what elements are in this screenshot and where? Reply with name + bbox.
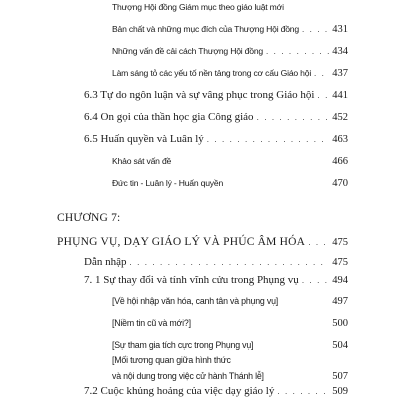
toc-entry-title: 6.3 Tự do ngôn luận và sự vâng phục trong Giáo hội — [84, 89, 315, 101]
toc-entry — [112, 156, 348, 167]
toc-entry-title: [Về hội nhập văn hóa, canh tân và phụng vụ] — [112, 296, 279, 306]
toc-entry-page: 437 — [332, 68, 348, 79]
toc-entry-title: và nội dung trong việc cử hành Thánh lễ] — [112, 371, 264, 381]
toc-entry-title: 6.5 Huấn quyền và Luân lý — [84, 133, 204, 145]
toc-entry — [112, 2, 348, 12]
toc-entry-page: 497 — [332, 296, 348, 307]
toc-entry-page: 431 — [332, 24, 348, 35]
chapter-label: CHƯƠNG 7: — [57, 212, 121, 224]
toc-entry — [112, 296, 348, 307]
toc-entry — [112, 178, 348, 189]
toc-entry — [112, 24, 348, 35]
toc-entry — [84, 89, 348, 101]
toc-entry-title: [Mối tương quan giữa hình thức — [112, 355, 231, 365]
toc-entry-title: Những vấn đề cải cách Thượng Hội đồng — [112, 46, 263, 56]
toc-entry-title: Thượng Hội đồng Giám mục theo giáo luật mới — [112, 2, 284, 12]
toc-entry-page: 463 — [332, 134, 348, 145]
toc-entry-title: Đức tin - Luân lý - Huấn quyền — [112, 178, 224, 188]
toc-entry — [84, 111, 348, 123]
toc-entry — [112, 318, 348, 329]
toc-entry-page: 475 — [332, 257, 348, 268]
toc-entry — [84, 274, 348, 286]
toc-entry — [112, 68, 348, 79]
toc-entry-title: Làm sáng tỏ các yếu tố nền tảng trong cơ cấu Giáo hội — [112, 68, 312, 78]
toc-entry-title: Khảo sát vấn đề — [112, 156, 172, 166]
toc-entry — [112, 355, 348, 365]
toc-entry-title: [Niềm tin cũ và mới?] — [112, 318, 191, 328]
toc-entry-title: Bản chất và những mục đích của Thượng Hội đồng — [112, 24, 299, 34]
toc-entry-title: 7.2 Cuộc khủng hoảng của việc dạy giáo lý — [84, 385, 275, 397]
toc-entry-page: 452 — [332, 112, 348, 123]
toc-entry-page: 494 — [332, 275, 348, 286]
toc-entry-title: Dẫn nhập — [84, 256, 127, 268]
toc-entry-page: 470 — [332, 178, 348, 189]
toc-entry-page: 475 — [332, 237, 348, 248]
toc-entry-page: 466 — [332, 156, 348, 167]
toc-entry — [112, 340, 348, 351]
toc-entry-title: 7. 1 Sự thay đổi và tính vĩnh cửu trong Phụng vụ — [84, 274, 299, 286]
toc-entry-page: 507 — [332, 371, 348, 382]
toc-entry-page: 504 — [332, 340, 348, 351]
toc-entry — [84, 256, 348, 268]
toc-entry — [112, 371, 348, 382]
toc-entry — [84, 133, 348, 145]
chapter-title: PHỤNG VỤ, DẠY GIÁO LÝ VÀ PHÚC ÂM HÓA — [57, 236, 306, 248]
chapter-title-entry — [57, 236, 348, 248]
toc-entry-page: 441 — [332, 90, 348, 101]
toc-entry-title: [Sự tham gia tích cực trong Phụng vụ] — [112, 340, 254, 350]
toc-entry — [112, 46, 348, 57]
toc-entry-page: 500 — [332, 318, 348, 329]
toc-entry-page: 509 — [332, 386, 348, 397]
toc-entry-title: 6.4 On gọi của thần học gia Công giáo — [84, 111, 254, 123]
toc-entry — [84, 385, 348, 397]
toc-entry-page: 434 — [332, 46, 348, 57]
